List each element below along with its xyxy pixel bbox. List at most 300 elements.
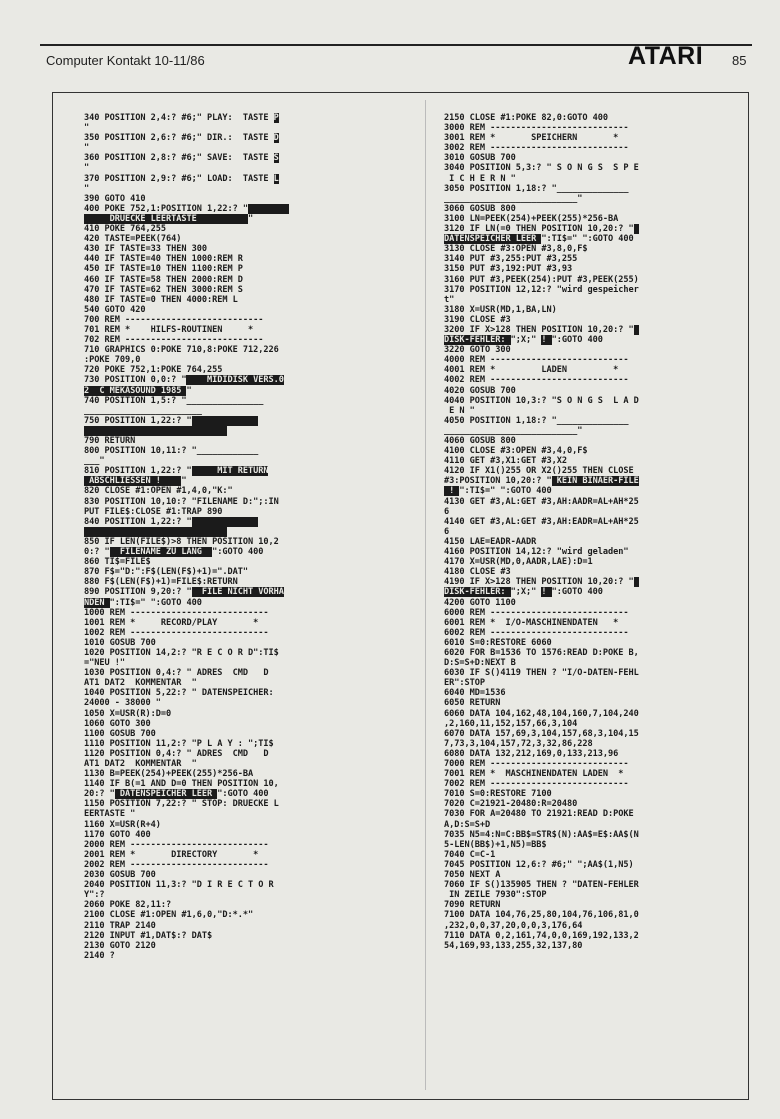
code-text: 1170 GOTO 400 <box>84 829 151 840</box>
code-line <box>84 254 419 264</box>
code-text: 3180 X=USR(MD,1,BA,LN) <box>444 304 557 315</box>
code-text: 4000 REM --------------------------- <box>444 355 629 366</box>
code-line <box>444 537 744 547</box>
code-text: 2130 GOTO 2120 <box>84 940 156 951</box>
code-text: 810 POSITION 1,22:? " <box>84 466 192 477</box>
code-text: 3220 GOTO 300 <box>444 345 511 356</box>
code-text: 4100 CLOSE #3:OPEN #3,4,0,F$ <box>444 446 588 457</box>
code-line <box>444 638 744 648</box>
code-line <box>84 870 419 880</box>
code-line <box>444 648 744 658</box>
code-line <box>444 295 744 305</box>
code-line <box>444 355 744 365</box>
code-text: 2040 POSITION 11,3:? "D I R E C T O R <box>84 880 274 891</box>
code-line <box>84 325 419 335</box>
code-line <box>444 921 744 931</box>
inverse-text: DRUECKE LEERTASTE <box>84 213 248 224</box>
inverse-text: P <box>273 113 279 123</box>
code-text: " <box>186 385 192 396</box>
code-line <box>84 396 419 406</box>
code-text: 7002 REM --------------------------- <box>444 779 629 790</box>
code-line <box>84 264 419 274</box>
code-line <box>444 860 744 870</box>
code-text: 3120 IF LN(=0 THEN POSITION 10,20:? " <box>444 224 634 235</box>
code-text: 20:? " <box>84 789 115 800</box>
code-text: 480 IF TASTE=0 THEN 4000:REM L <box>84 294 238 305</box>
code-line <box>444 658 744 668</box>
code-text: 440 IF TASTE=40 THEN 1000:REM R <box>84 254 243 265</box>
code-line <box>84 426 419 436</box>
code-line <box>84 305 419 315</box>
code-line <box>84 719 419 729</box>
code-text: 3200 IF X>128 THEN POSITION 10,20:? " <box>444 324 634 335</box>
code-line <box>84 486 419 496</box>
code-line <box>84 799 419 809</box>
code-line <box>84 163 419 173</box>
code-line <box>444 305 744 315</box>
code-line <box>444 244 744 254</box>
code-text: 4002 REM --------------------------- <box>444 375 629 386</box>
code-line <box>444 315 744 325</box>
code-line <box>84 729 419 739</box>
code-line <box>444 163 744 173</box>
code-text: 420 TASTE=PEEK(764) <box>84 234 182 245</box>
code-line <box>444 941 744 951</box>
code-line <box>444 688 744 698</box>
code-text: 4060 GOSUB 800 <box>444 436 516 446</box>
brand-title: ATARI <box>628 42 704 70</box>
code-text: 880 F$(LEN(F$)+1)=FILE$:RETURN <box>84 577 238 588</box>
code-line <box>444 910 744 920</box>
code-line <box>444 809 744 819</box>
code-line <box>444 577 744 587</box>
code-line <box>444 698 744 708</box>
code-text: ":TI$=" ":GOTO 400 <box>109 597 202 608</box>
code-text: 3150 PUT #3,192:PUT #3,93 <box>444 264 573 275</box>
code-text: 6 <box>444 506 450 517</box>
inverse-text <box>84 426 227 436</box>
code-line <box>84 153 419 163</box>
code-line <box>444 264 744 274</box>
inverse-text: FILENAME ZU LANG <box>109 547 213 558</box>
code-line <box>84 688 419 698</box>
inverse-text: MIT RETURN <box>191 466 269 477</box>
code-text: _______________________ <box>84 405 202 416</box>
code-text: 1130 B=PEEK(254)+PEEK(255)*256-BA <box>84 769 254 780</box>
code-line <box>444 335 744 345</box>
code-text: 800 POSITION 10,11:? "____________ <box>84 446 259 457</box>
code-text: 1030 POSITION 0,4:? " ADRES CMD D <box>84 668 269 679</box>
code-line <box>84 850 419 860</box>
code-text: " <box>84 143 90 154</box>
code-line <box>84 557 419 567</box>
code-line <box>444 254 744 264</box>
code-line <box>84 648 419 658</box>
code-line <box>444 618 744 628</box>
code-line <box>444 547 744 557</box>
code-text: 2030 GOSUB 700 <box>84 870 156 881</box>
code-line <box>444 345 744 355</box>
inverse-text: D <box>273 133 279 144</box>
column-divider <box>425 100 426 1090</box>
code-text: 3160 PUT #3,PEEK(254):PUT #3,PEEK(255) <box>444 274 639 285</box>
code-text: 3130 CLOSE #3:OPEN #3,8,0,F$ <box>444 244 588 255</box>
code-line <box>84 143 419 153</box>
code-line <box>444 678 744 688</box>
code-line <box>84 860 419 870</box>
code-text: 850 IF LEN(FILE$)>8 THEN POSITION 10,2 <box>84 536 279 547</box>
inverse-text: DATENSPEICHER LEER <box>444 234 542 245</box>
code-line <box>444 850 744 860</box>
code-text: 870 F$="D:":F$(LEN(F$)+1)=".DAT" <box>84 567 248 578</box>
code-text: ":TI$=" ":GOTO 400 <box>541 234 634 245</box>
code-text: ER":STOP <box>444 678 485 689</box>
code-line <box>444 840 744 850</box>
code-line <box>84 678 419 688</box>
code-text: 6 <box>444 526 450 537</box>
code-line <box>84 355 419 365</box>
code-line <box>444 779 744 789</box>
code-line <box>444 729 744 739</box>
code-line <box>444 194 744 204</box>
code-line <box>444 749 744 759</box>
code-line <box>84 739 419 749</box>
code-text: 4050 POSITION 1,18:? "______________ <box>444 415 629 426</box>
code-line <box>84 416 419 426</box>
code-text: 3060 GOSUB 800 <box>444 203 516 214</box>
inverse-text: FILE NICHT VORHA <box>191 587 284 598</box>
inverse-text: DISK-FEHLER: <box>444 335 511 346</box>
code-text: 7020 C=21921-20480:R=20480 <box>444 799 578 810</box>
code-line <box>84 456 419 466</box>
code-line <box>444 900 744 910</box>
code-line <box>84 194 419 204</box>
code-line <box>444 527 744 537</box>
code-line <box>444 820 744 830</box>
listing-right-column <box>444 113 744 951</box>
code-text: I C H E R N " <box>444 173 516 184</box>
code-line <box>84 527 419 537</box>
code-text: D:S=S+D:NEXT B <box>444 658 516 669</box>
code-line <box>84 365 419 375</box>
inverse-text: KEIN BINAER-FILE <box>551 476 639 487</box>
code-text: 7035 N5=4:N=C:BB$=STR$(N):AA$=E$:AA$(N <box>444 829 639 840</box>
code-line <box>84 184 419 194</box>
code-text: 6010 S=0:RESTORE 6060 <box>444 637 552 648</box>
code-text: 4040 POSITION 10,3:? "S O N G S L A D <box>444 395 639 406</box>
code-line <box>444 880 744 890</box>
inverse-text: S <box>273 153 279 164</box>
code-text: 1002 REM --------------------------- <box>84 627 269 638</box>
code-text: A,D:S=S+D <box>444 819 491 830</box>
code-text: 730 POSITION 0,0:? " <box>84 375 187 386</box>
publication-title: Computer Kontakt 10-11/86 <box>46 53 205 68</box>
code-line <box>84 507 419 517</box>
code-text: 1040 POSITION 5,22:? " DATENSPEICHER: <box>84 688 274 699</box>
code-line <box>444 436 744 446</box>
code-line <box>84 406 419 416</box>
code-line <box>444 870 744 880</box>
inverse-text: NDEN <box>84 597 110 608</box>
inverse-text <box>634 577 639 587</box>
code-text: 6080 DATA 132,212,169,0,133,213,96 <box>444 748 619 759</box>
code-text: ":GOTO 400 <box>551 587 603 598</box>
code-text: AT1 DAT2 KOMMENTAR " <box>84 678 197 689</box>
code-line <box>84 577 419 587</box>
code-text: 1050 X=USR(R):D=0 <box>84 708 172 719</box>
code-text: 750 POSITION 1,22:? " <box>84 415 192 426</box>
code-line <box>84 830 419 840</box>
code-text: " <box>84 163 90 174</box>
code-line <box>444 890 744 900</box>
code-line <box>84 537 419 547</box>
code-text: 360 POSITION 2,8:? #6;" SAVE: TASTE <box>84 153 274 164</box>
code-text: 6000 REM --------------------------- <box>444 607 629 618</box>
code-line <box>444 709 744 719</box>
code-line <box>444 497 744 507</box>
code-text: 24000 - 38000 " <box>84 698 161 709</box>
code-line <box>84 941 419 951</box>
code-line <box>444 143 744 153</box>
code-line <box>84 880 419 890</box>
code-text: #3:POSITION 10,20:? " <box>444 476 552 487</box>
code-text: 7010 S=0:RESTORE 7100 <box>444 789 552 800</box>
code-line <box>444 406 744 416</box>
code-text: ";X;" <box>510 587 542 598</box>
code-line <box>444 668 744 678</box>
code-line <box>444 830 744 840</box>
code-line <box>84 779 419 789</box>
code-line <box>444 789 744 799</box>
code-line <box>84 446 419 456</box>
code-text: 3040 POSITION 5,3:? " S O N G S S P E <box>444 163 639 174</box>
code-text: 701 REM * HILFS-ROUTINEN * <box>84 324 254 335</box>
code-text: 7050 NEXT A <box>444 870 501 881</box>
code-text: 2140 ? <box>84 950 115 961</box>
code-line <box>84 890 419 900</box>
code-line <box>84 204 419 214</box>
code-line <box>84 759 419 769</box>
code-text: 890 POSITION 9,20:? " <box>84 587 192 598</box>
code-text: 7,73,3,104,157,72,3,32,86,228 <box>444 738 593 749</box>
code-line <box>444 224 744 234</box>
code-line <box>84 275 419 285</box>
code-text: 370 POSITION 2,9:? #6;" LOAD: TASTE <box>84 173 274 184</box>
code-line <box>84 244 419 254</box>
code-text: " <box>84 123 90 134</box>
inverse-text: ! <box>444 486 460 497</box>
code-text: 1150 POSITION 7,22:? " STOP: DRUECKE L <box>84 799 279 810</box>
code-text: t" <box>444 294 455 305</box>
code-line <box>444 598 744 608</box>
inverse-text: L <box>273 173 279 184</box>
code-text: 1100 GOSUB 700 <box>84 728 156 739</box>
code-line <box>84 335 419 345</box>
code-text: 450 IF TASTE=10 THEN 1100:REM P <box>84 264 243 275</box>
code-text: AT1 DAT2 KOMMENTAR " <box>84 759 197 769</box>
code-line <box>84 820 419 830</box>
code-text: ";X;" <box>510 335 542 346</box>
code-text: 2002 REM --------------------------- <box>84 859 269 870</box>
code-text: E N " <box>444 405 475 416</box>
code-line <box>84 709 419 719</box>
inverse-text: MIDIDISK VERS.0 <box>186 375 284 386</box>
code-text: 4170 X=USR(MD,0,AADR,LAE):D=1 <box>444 557 593 568</box>
code-line <box>444 719 744 729</box>
code-text: 2100 CLOSE #1:OPEN #1,6,0,"D:*.*" <box>84 910 254 921</box>
code-line <box>84 668 419 678</box>
code-line <box>444 769 744 779</box>
code-text: 7110 DATA 0,2,161,74,0,0,169,192,133,2 <box>444 930 639 941</box>
code-text: " <box>247 213 254 224</box>
code-line <box>444 123 744 133</box>
code-text: 3010 GOSUB 700 <box>444 153 516 164</box>
inverse-text: 2 C MEKASOUND 1985 <box>84 385 187 396</box>
code-text: 7001 REM * MASCHINENDATEN LADEN * <box>444 769 624 780</box>
code-text: 390 GOTO 410 <box>84 193 146 204</box>
code-text: 1000 REM --------------------------- <box>84 607 269 618</box>
code-line <box>444 486 744 496</box>
code-text: 4020 GOSUB 700 <box>444 385 516 396</box>
inverse-text <box>192 517 259 527</box>
code-line <box>84 476 419 486</box>
code-line <box>444 628 744 638</box>
code-text: 540 GOTO 420 <box>84 304 146 315</box>
code-line <box>84 900 419 910</box>
code-line <box>84 295 419 305</box>
code-line <box>444 587 744 597</box>
code-text: 2060 POKE 82,11:? <box>84 900 172 911</box>
code-line <box>84 517 419 527</box>
inverse-text <box>634 325 639 335</box>
code-text: 4180 CLOSE #3 <box>444 567 511 578</box>
code-text: ,2,160,11,152,157,66,3,104 <box>444 718 578 729</box>
inverse-text: ABSCHLIESSEN ! <box>84 476 182 487</box>
code-line <box>444 285 744 295</box>
code-line <box>444 799 744 809</box>
code-line <box>444 426 744 436</box>
code-text: 3000 REM --------------------------- <box>444 123 629 134</box>
code-text: 410 POKE 764,255 <box>84 224 166 235</box>
code-line <box>444 325 744 335</box>
code-text: 3100 LN=PEEK(254)+PEEK(255)*256-BA <box>444 213 619 224</box>
code-text: 3170 POSITION 12,12:? "wird gespeicher <box>444 284 639 295</box>
code-text: 2110 TRAP 2140 <box>84 920 156 931</box>
code-text: 6030 IF S()4119 THEN ? "I/O-DATEN-FEHL <box>444 668 639 679</box>
code-text: 4001 REM * LADEN * <box>444 365 619 376</box>
code-text: 720 POKE 752,1:POKE 764,255 <box>84 365 223 376</box>
inverse-text: DATENSPEICHER LEER <box>114 789 218 800</box>
code-text: 3001 REM * SPEICHERN * <box>444 133 619 144</box>
code-line <box>84 497 419 507</box>
code-line <box>84 345 419 355</box>
code-text: 700 REM --------------------------- <box>84 314 264 325</box>
code-line <box>444 113 744 123</box>
code-line <box>84 214 419 224</box>
code-line <box>84 174 419 184</box>
code-text: 3190 CLOSE #3 <box>444 314 511 325</box>
code-line <box>444 396 744 406</box>
code-text: 7030 FOR A=20480 TO 21921:READ D:POKE <box>444 809 634 820</box>
code-text: 350 POSITION 2,6:? #6;" DIR.: TASTE <box>84 133 274 144</box>
code-text: 4150 LAE=EADR-AADR <box>444 536 537 547</box>
code-line <box>84 840 419 850</box>
code-text: 7040 C=C-1 <box>444 849 496 860</box>
code-line <box>444 375 744 385</box>
code-line <box>444 234 744 244</box>
code-text: 400 POKE 752,1:POSITION 1,22:? " <box>84 203 248 214</box>
code-line <box>444 507 744 517</box>
code-text: 4110 GET #3,X1:GET #3,X2 <box>444 456 567 467</box>
code-line <box>84 133 419 143</box>
code-text: " <box>84 183 90 194</box>
code-line <box>84 658 419 668</box>
code-line <box>84 749 419 759</box>
code-text: ___" <box>84 456 105 467</box>
code-text: 1160 X=USR(R+4) <box>84 819 161 830</box>
code-line <box>444 739 744 749</box>
code-line <box>84 809 419 819</box>
code-text: 5-LEN(BB$)+1,N5)=BB$ <box>444 839 547 850</box>
code-line <box>84 436 419 446</box>
code-line <box>84 638 419 648</box>
code-text: 3050 POSITION 1,18:? "______________ <box>444 183 629 194</box>
code-text: __________________________" <box>444 193 583 204</box>
code-line <box>84 618 419 628</box>
code-line <box>84 386 419 396</box>
code-text: 860 TI$=FILE$ <box>84 557 151 568</box>
code-text: ":TI$=" ":GOTO 400 <box>459 486 552 497</box>
code-text: 710 GRAPHICS 0:POKE 710,8:POKE 712,226 <box>84 345 279 356</box>
code-text: 1020 POSITION 14,2:? "R E C O R D":TI$ <box>84 647 279 658</box>
inverse-text: ! <box>541 335 552 346</box>
code-text: 6040 MD=1536 <box>444 688 506 699</box>
code-line <box>84 234 419 244</box>
code-text: 6060 DATA 104,162,48,104,160,7,104,240 <box>444 708 639 719</box>
code-line <box>84 921 419 931</box>
code-line <box>444 386 744 396</box>
code-line <box>84 587 419 597</box>
code-line <box>444 153 744 163</box>
code-line <box>444 365 744 375</box>
code-text: 7000 REM --------------------------- <box>444 759 629 769</box>
code-line <box>444 557 744 567</box>
code-line <box>444 567 744 577</box>
code-line <box>444 931 744 941</box>
code-text: 4120 IF X1()255 OR X2()255 THEN CLOSE <box>444 466 634 477</box>
code-line <box>444 184 744 194</box>
inverse-text <box>192 416 259 426</box>
code-text: 1140 IF B(=1 AND D=0 THEN POSITION 10, <box>84 779 279 790</box>
code-text: IN ZEILE 7930":STOP <box>444 890 547 901</box>
code-line <box>84 375 419 385</box>
code-line <box>84 789 419 799</box>
code-line <box>444 174 744 184</box>
code-text: 830 POSITION 10,10:? "FILENAME D:";:IN <box>84 496 279 507</box>
code-text: 1060 GOTO 300 <box>84 718 151 729</box>
code-text: 790 RETURN <box>84 436 136 446</box>
code-line <box>84 547 419 557</box>
code-line <box>84 769 419 779</box>
code-line <box>84 951 419 961</box>
code-line <box>444 214 744 224</box>
code-text: 702 REM --------------------------- <box>84 335 264 346</box>
code-line <box>84 315 419 325</box>
code-text: 740 POSITION 1,5:? "_______________ <box>84 395 264 406</box>
code-line <box>84 113 419 123</box>
code-line <box>84 931 419 941</box>
code-text: 3002 REM --------------------------- <box>444 143 629 154</box>
